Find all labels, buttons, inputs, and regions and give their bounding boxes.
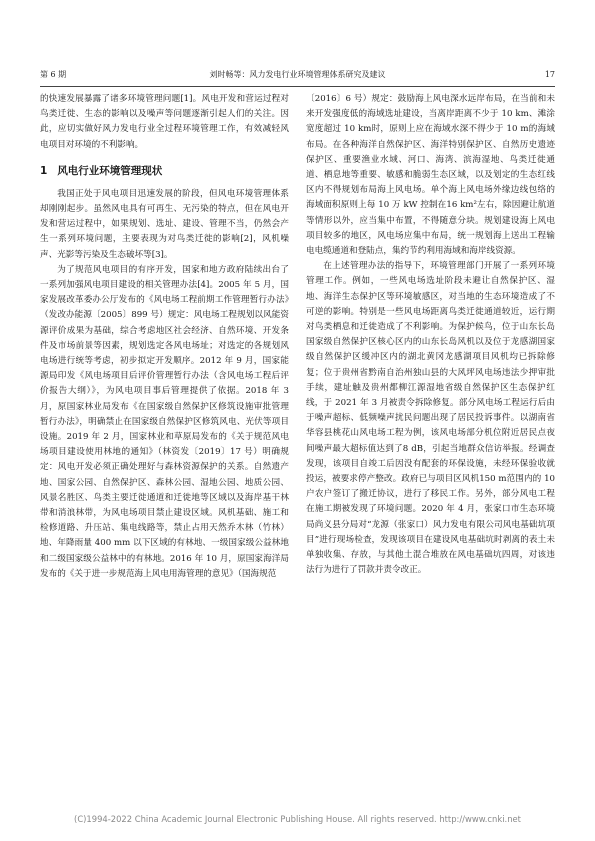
body-paragraph-3: 在上述管理办法的指导下，环境管理部门开展了一系列环境管理工作。例如，一些风电场选址阶段未避让自然保护区、湿地、海洋生态保护区等环境敏感区，对当地的生态环境造成了不可逆的影响。特别是一些风电场距离鸟类迁徙通道较近，运行期对鸟类栖息和迁徙造成了不利影响。为保护候鸟，位于山东长岛国家级自然保护区核心区内的山东长岛风机以及位于龙感湖国家级自然保护区缓冲区内的湖北黄冈龙感湖项目风机均已拆除修复；位于贵州省黔南自治州独山县的大风坪风电场违法少押审批手续，建址触及贵州都柳江源湿地省级自然保护区生态保护红线，于 2021 年 3 月被责令拆除修复。部分风电场工程运行后由于噪声超标、低频噪声扰民问题出现了居民投诉事件。以湖南省华容县桃花山风电场工程为例，该风电场部分机位附近居民点夜间噪声最大超标值达到了8 dB，引起当地群众信访举报。经调查发现，该项目自竣工后因没有配套的环保设施，未经环保验收就投运，被要求停产整改。政府已与项目区风机150 m范围内的 10 户农户签订了搬迁协议，进行了移民工作。另外，部分风电工程在施工期被发现了环境问题。2020 年 4 月，张家口市生态环境局尚义县分局对“龙源（张家口）风力发电有限公司风电基础坑项目”进行现场检查，发现该项目在建设风电基础坑时剥离的表土未单独收集、存放，与其他土混合堆放在风电基础坑四周，对该违法行为进行了罚款并责令改正。: [306, 261, 555, 576]
issue-label: 第 6 期: [40, 70, 67, 79]
body-paragraph-2: 为了规范风电项目的有序开发，国家和地方政府陆续出台了一系列加强风电项目建设的相关管理办法[4]。2005 年 5 月，国家发展改革委办公厅发布的《风电场工程前期工作管理暂行办法》（发改办能源〔2005〕899 号）规定：风电场工程规划以风能资源评价成果为基础，综合考虑地区社会经济、自然环境、开发条件及市场前景等因素，规划选定各风电场址；对选定的各规划风电场进行统等考虑，初步拟定开发顺序。2012 年 9 月，国家能源局印发《风电场项目后评价管理暂行办法（含风电场工程后评价报告大纲）》，为风电项目事后管理提供了依据。2018 年 3 月，原国家林业局发布《在国家级自然保护区修筑设施审批管理暂行办法》，明确禁止在国家级自然保护区修筑风电、光伏等项目设施。2019 年 2 月，国家林业和草原局发布的《关于规范风电场项目建设使用林地的通知》（林资发〔2019〕17 号）明确规定：风电开发必须正确处理好与森林资源保护的关系。自然遗产地、国家公园、自然保护区、森林公园、湿地公园、地质公园、风景名胜区、鸟类主要迁徙通道和迁徙地等区域以及海岸基干林带和消浪林带，为风电场项目禁止建设区域。风机基础、施工和检修道路、升压站、集电线路等，禁止占用天然乔木林（竹林）地、年降雨量 400 mm 以下区域的有林地、一级国家级公益林地和二级国家级公益林中的有林地。2016 年 10 月，原国家海洋局发布的《关于进一步规范海上风电用海管理的意见》（国海规范: [40, 264, 289, 579]
running-title: 刘时畅等：风力发电行业环境管理体系研究及建议: [209, 70, 386, 79]
page-number: 17: [544, 70, 555, 79]
copyright-footer: (C)1994-2022 China Academic Journal Electronic Publishing House. All rights reserved. http://www.cnki.net: [74, 814, 521, 824]
body-paragraph-2-continued: 〔2016〕6 号）规定：鼓励海上风电深水远岸布局，在当前和未来开发强度低的海域选址建设，当离岸距离不少于 10 km、滩涂宽度超过 10 km时，原则上应在海域水深不得少于 10 m的海域布局。在各种海洋自然保护区、海洋特别保护区、自然历史遗迹保护区、重要渔业水域、河口、海湾、滨海湿地、鸟类迁徙通道、栖息地等重要、敏感和脆弱生态区域，以及划定的生态红线区内不得规划布局海上风电场。单个海上风电场外缘边线包络的海域面积原则上每 10 万 kW 控制在16 km²左右，除因避让航道等情形以外，应当集中布置，不得随意分块。规划建设海上风电项目较多的地区，风电场应集中布局，统一规划海上送出工程输电电缆通道和登陆点，集约节约利用海域和海岸线资源。: [306, 94, 555, 257]
right-column: [306, 92, 555, 782]
running-header: [40, 68, 555, 82]
section-title: 风电行业环境管理现状: [57, 164, 163, 177]
section-heading: [40, 163, 289, 179]
header-rule: [40, 86, 555, 87]
left-column: [40, 92, 289, 782]
section-number: 1: [40, 164, 48, 177]
intro-paragraph: 的快速发展暴露了诸多环境管理问题[1]。风电开发和营运过程对鸟类迁徙、生态的影响以及噪声等问题逐渐引起人们的关注。因此，应切实做好风力发电行业全过程环境管理工作，有效减轻风电项目对环境的不利影响。: [40, 94, 289, 150]
body-paragraph-1: 我国正处于风电项目迅速发展的阶段，但风电环境管理体系却刚刚起步。虽然风电具有可再生、无污染的特点，但在风电开发和营运过程中，如果规划、选址、建设、管理不当，仍然会产生一系列环境问题，主要表现为对鸟类迁徙的影响[2]，风机噪声、光影等污染及生态破坏等[3]。: [40, 188, 289, 260]
